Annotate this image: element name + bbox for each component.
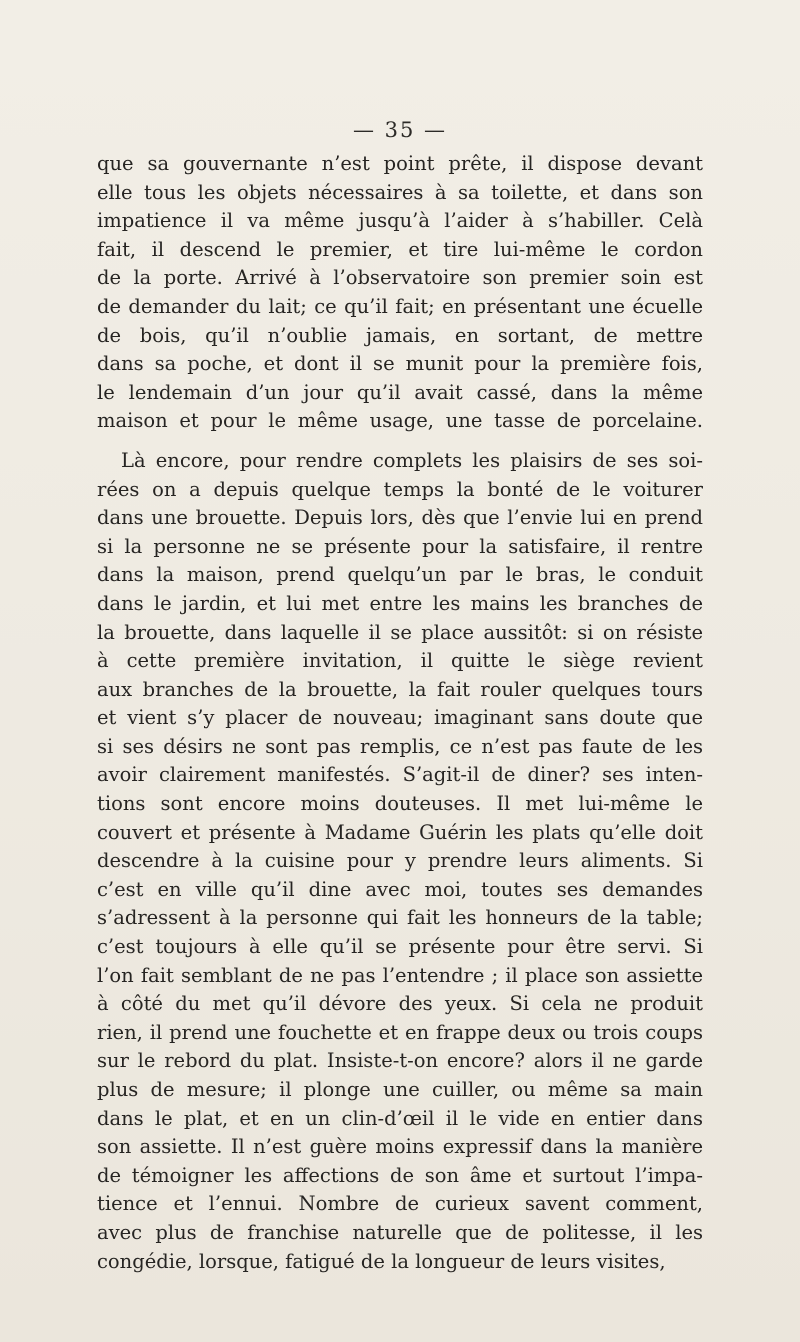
text-line: maison et pour le même usage, une tasse de porcelaine. [97, 409, 703, 433]
text-line: dans une brouette. Depuis lors, dès que l’envie lui en prend [97, 506, 703, 530]
text-line: la brouette, dans laquelle il se place aussitôt: si on résiste [97, 620, 703, 644]
text-line: que sa gouvernante n’est point prête, il dispose devant [97, 152, 703, 175]
page-number: — 35 — [352, 118, 448, 142]
text-line: dans le plat, et en un clin-d’œil il le vide en entier dans [97, 1106, 703, 1130]
text-line: si la personne ne se présente pour la satisfaire, il rentre [97, 534, 703, 558]
text-line: de témoigner les affections de son âme et surtout l’impa- [97, 1163, 703, 1187]
text-line: fait, il descend le premier, et tire lui-même le cordon [97, 237, 703, 261]
text-line: de demander du lait; ce qu’il fait; en présentant une écuelle [97, 294, 703, 318]
text-line: elle tous les objets nécessaires à sa toilette, et dans son [97, 180, 703, 204]
text-line: le lendemain d’un jour qu’il avait cassé, dans la même [97, 380, 703, 404]
text-line: sur le rebord du plat. Insiste-t-on encore? alors il ne garde [97, 1049, 703, 1073]
text-line: l’on fait semblant de ne pas l’entendre ; il place son assiette [97, 963, 703, 987]
text-line: rien, il prend une fouchette et en frappe deux ou trois coups [97, 1020, 703, 1044]
text-line: son assiette. Il n’est guère moins expressif dans la manière [97, 1135, 703, 1159]
text-body [97, 150, 703, 1276]
text-line: tions sont encore moins douteuses. Il met lui-même le [97, 792, 703, 816]
text-line: couvert et présente à Madame Guérin les plats qu’elle doit [97, 820, 703, 844]
text-line: congédie, lorsque, fatigué de la longueur de leurs visites, [97, 1249, 666, 1273]
text-line: Là encore, pour rendre complets les plaisirs de ses soi- [121, 448, 703, 472]
text-line: c’est en ville qu’il dine avec moi, toutes ses demandes [97, 877, 703, 901]
text-line: avoir clairement manifestés. S’agit-il de diner? ses inten- [97, 763, 703, 787]
paragraph-1 [97, 150, 703, 436]
text-line: de la porte. Arrivé à l’observatoire son premier soin est [97, 266, 703, 290]
text-line: à cette première invitation, il quitte le siège revient [97, 649, 703, 673]
text-line: dans sa poche, et dont il se munit pour la première fois, [97, 352, 703, 376]
text-line: impatience il va même jusqu’à l’aider à s’habiller. Celà [97, 209, 703, 233]
text-line: si ses désirs ne sont pas remplis, ce n’est pas faute de les [97, 734, 703, 758]
text-line: c’est toujours à elle qu’il se présente pour être servi. Si [97, 935, 703, 959]
text-line: et vient s’y placer de nouveau; imaginant sans doute que [97, 706, 703, 730]
text-line: s’adressent à la personne qui fait les honneurs de la table; [97, 906, 703, 930]
paragraph-2 [97, 447, 703, 1276]
text-line: de bois, qu’il n’oublie jamais, en sortant, de mettre [97, 323, 703, 347]
paragraph-gap [97, 436, 703, 447]
text-line: rées on a depuis quelque temps la bonté de le voiturer [97, 477, 703, 501]
text-line: plus de mesure; il plonge une cuiller, ou même sa main [97, 1078, 703, 1101]
text-line: à côté du met qu’il dévore des yeux. Si cela ne produit [97, 992, 703, 1016]
text-line: tience et l’ennui. Nombre de curieux savent comment, [97, 1192, 703, 1216]
text-line: descendre à la cuisine pour y prendre leurs aliments. Si [97, 849, 703, 873]
text-line: avec plus de franchise naturelle que de politesse, il les [97, 1220, 703, 1244]
text-line: dans la maison, prend quelqu’un par le bras, le conduit [97, 563, 703, 587]
text-line: dans le jardin, et lui met entre les mains les branches de [97, 591, 703, 615]
text-line: aux branches de la brouette, la fait rouler quelques tours [97, 677, 703, 701]
